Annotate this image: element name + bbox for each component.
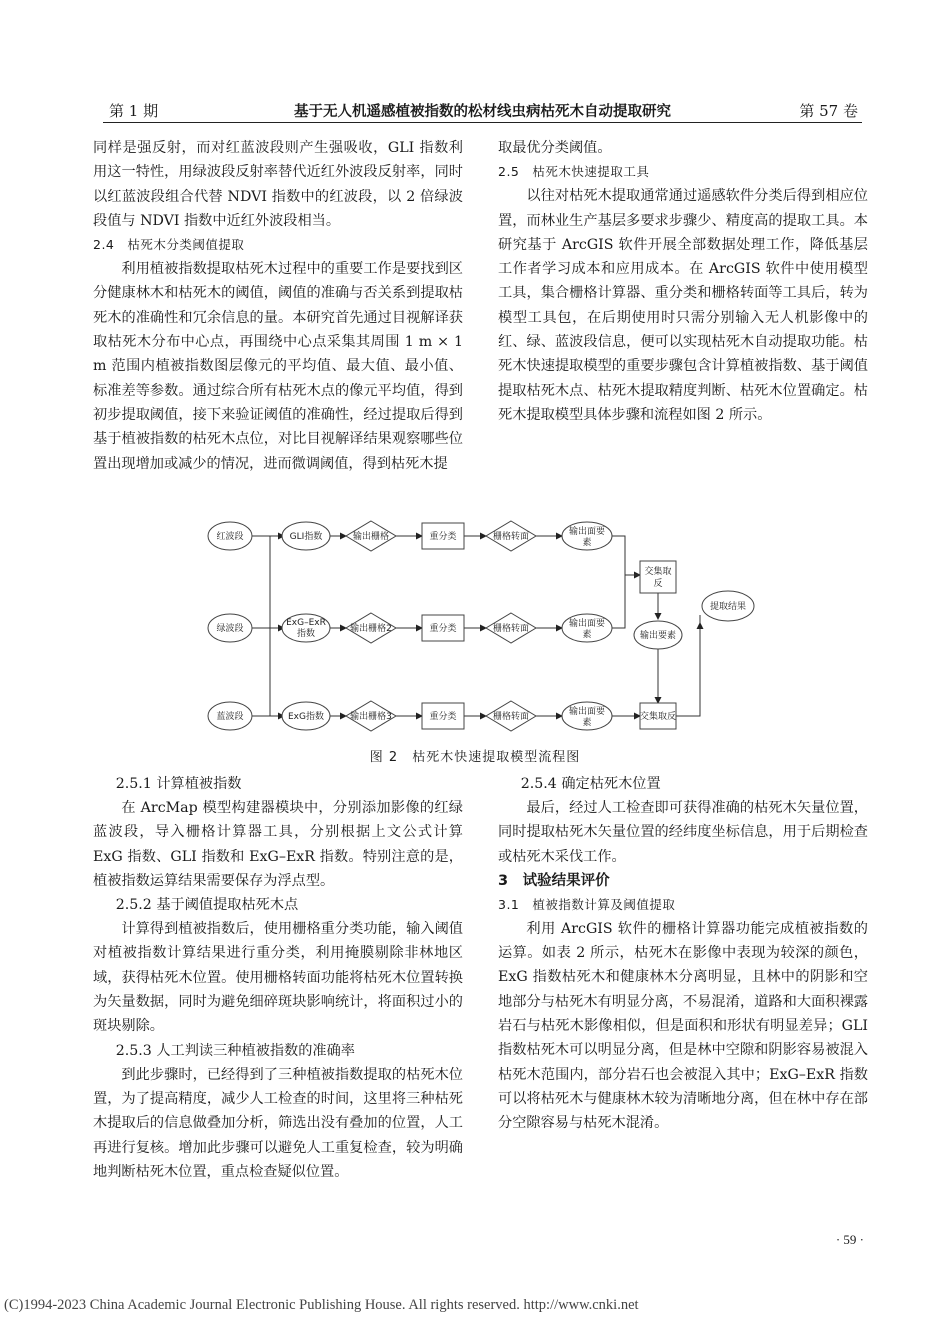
section-heading-3: 3 试验结果评价	[498, 872, 610, 889]
paragraph: 最后，经过人工检查即可获得准确的枯死木矢量位置，同时提取枯死木矢量位置的经纬度坐标信息，用于后期检查或枯死木采伐工作。	[498, 800, 868, 865]
intersect-label: 交集取反	[639, 712, 677, 722]
output-feature-label: 输出面要	[568, 707, 606, 717]
red-band-label: 红波段	[216, 532, 244, 542]
output-feature-label: 素	[582, 538, 592, 548]
subsection-heading-2-5-1: 2.5.1 计算植被指数	[115, 776, 242, 792]
page-number: · 59 ·	[835, 1232, 864, 1247]
result-label: 提取结果	[709, 602, 747, 612]
output-element-label: 输出要素	[639, 631, 677, 641]
running-title: 基于无人机遥感植被指数的松材线虫病枯死木自动提取研究	[294, 104, 671, 120]
reclassify-label: 重分类	[429, 712, 457, 722]
reclassify-label: 重分类	[429, 624, 457, 634]
paragraph: 利用 ArcGIS 软件的栅格计算器功能完成植被指数的运算。如表 2 所示，枯死木在影像中表现为较深的颜色，ExG 指数枯死木和健康林木分离明显，且林中的阴影和空地部分与枯死木有明显分离，不易混淆，道路和大面积裸露岩石与枯死木影像相似，但是面积和形状有明显差异；GLI 指数枯死木可以明显分离，但是林中空隙和阴影容易被混入枯死木范围内，部分岩石也会被混入其中；ExG–ExR 指数可以将枯死木与健康林木较为清晰地分离，但在林中存在部分空隙容易与枯死木混淆。	[498, 920, 868, 1132]
blue-band-label: 蓝波段	[216, 712, 244, 722]
output-raster-label: 输出栅格	[352, 532, 390, 542]
paragraph: 以往对枯死木提取通常通过遥感软件分类后得到相应位置，而林业生产基层多要求步骤少、精度高的提取工具。本研究基于 ArcGIS 软件开展全部数据处理工作，降低基层工作者学习成本和应用成本。在 ArcGIS 软件中使用模型工具，集合栅格计算器、重分类和栅格转面等工具后，转为模型工具包，在后期使用时只需分别输入无人机影像中的红、绿、蓝波段信息，便可以实现枯死木自动提取功能。枯死木快速提取模型的重要步骤包含计算植被指数、基于阈值提取枯死木点、枯死木提取精度判断、枯死木位置确定。枯死木提取模型具体步骤和流程如图 2 所示。	[498, 188, 868, 423]
intersect-invert-label: 交集取	[644, 567, 672, 577]
gli-index-label: GLI指数	[289, 532, 323, 542]
exg-index-label: ExG指数	[288, 712, 324, 722]
output-raster-3-label: 输出栅格3	[350, 712, 392, 722]
left-column-top	[93, 136, 463, 476]
subsection-heading-2-5-3: 2.5.3 人工判读三种植被指数的准确率	[115, 1042, 355, 1059]
figure-caption: 图 2 枯死木快速提取模型流程图	[369, 750, 581, 765]
section-heading-2-5: 2.5 枯死木快速提取工具	[498, 164, 650, 180]
output-feature-label: 输出面要	[568, 619, 606, 629]
copyright-footer: (C)1994-2023 China Academic Journal Electronic Publishing House. All rights reserved. http://www.cnki.net	[4, 1297, 639, 1313]
subsection-heading-2-5-4: 2.5.4 确定枯死木位置	[520, 776, 661, 792]
volume-number: 第 57 卷	[799, 102, 858, 120]
paragraph: 在 ArcMap 模型构建器模块中，分别添加影像的红绿蓝波段，导入栅格计算器工具，分别根据上文公式计算 ExG 指数、GLI 指数和 ExG–ExR 指数。特别注意的是，植被指数运算结果需要保存为浮点型。	[93, 800, 463, 889]
output-feature-label: 输出面要	[568, 527, 606, 537]
right-column-bottom	[498, 772, 868, 1136]
reclassify-label: 重分类	[429, 532, 457, 542]
raster-to-polygon-label: 栅格转面	[492, 712, 530, 722]
section-heading-3-1: 3.1 植被指数计算及阈值提取	[498, 896, 676, 912]
exg-exr-index-label: 指数	[296, 629, 316, 639]
left-column-bottom	[93, 772, 463, 1184]
paragraph: 同样是强反射，而对红蓝波段则产生强吸收，GLI 指数利用这一特性，用绿波段反射率替代近红外波段反射率，同时以红蓝波段组合代替 NDVI 指数中的红波段，以 2 倍绿波段值与 NDVI 指数中近红外波段相当。	[93, 140, 463, 229]
subsection-heading-2-5-2: 2.5.2 基于阈值提取枯死木点	[115, 897, 299, 914]
output-feature-label: 素	[582, 718, 592, 728]
output-feature-label: 素	[582, 630, 592, 640]
issue-number: 第 1 期	[109, 102, 159, 120]
paragraph: 计算得到植被指数后，使用栅格重分类功能，输入阈值对植被指数计算结果进行重分类，利用掩膜剔除非林地区域，获得枯死木位置。使用栅格转面功能将枯死木位置转换为矢量数据，同时为避免细碎斑块影响统计，将面积过小的斑块剔除。	[93, 921, 463, 1035]
section-heading-2-4: 2.4 枯死木分类阈值提取	[93, 237, 245, 253]
intersect-invert-label: 反	[653, 579, 663, 589]
exg-exr-index-label: ExG–ExR	[286, 618, 326, 628]
right-column-top	[498, 136, 868, 427]
paragraph: 取最优分类阈值。	[498, 140, 612, 156]
raster-to-polygon-label: 栅格转面	[492, 624, 530, 634]
output-raster-2-label: 输出栅格2	[350, 624, 392, 634]
paragraph: 到此步骤时，已经得到了三种植被指数提取的枯死木位置，为了提高精度，减少人工检查的时间，这里将三种枯死木提取后的信息做叠加分析，筛选出没有叠加的位置，人工再进行复核。增加此步骤可以避免人工重复检查，较为明确地判断枯死木位置，重点检查疑似位置。	[93, 1066, 463, 1180]
flowchart-figure	[200, 505, 770, 745]
running-header	[103, 98, 862, 123]
paragraph: 利用植被指数提取枯死木过程中的重要工作是要找到区分健康林木和枯死木的阈值，阈值的准确与否关系到提取枯死木的准确性和冗余信息的量。本研究首先通过目视解译获取枯死木分布中心点，再围绕中心点采集其周围 1 m × 1 m 范围内植被指数图层像元的平均值、最大值、最小值、标准差等参数。通过综合所有枯死木点的像元平均值，得到初步提取阈值，接下来验证阈值的准确性，经过提取后得到基于植被指数的枯死木点位，对比目视解译结果观察哪些位置出现增加或减少的情况，进而微调阈值，得到枯死木提	[93, 261, 463, 472]
raster-to-polygon-label: 栅格转面	[492, 532, 530, 542]
green-band-label: 绿波段	[216, 624, 244, 634]
